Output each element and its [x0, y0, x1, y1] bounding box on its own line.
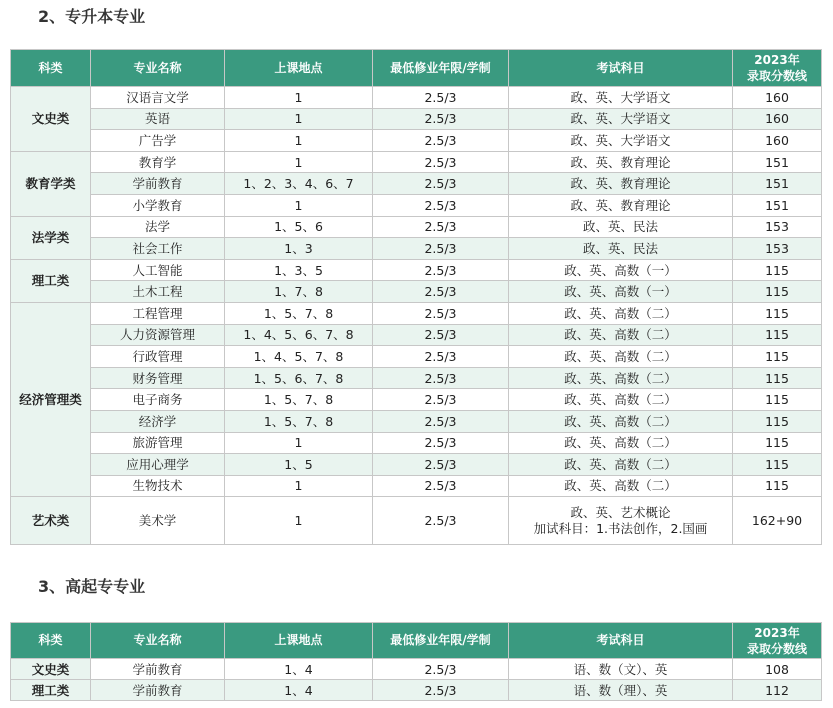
major-cell: 行政管理: [91, 346, 225, 368]
header-location: 上课地点: [225, 623, 373, 659]
years-cell: 2.5/3: [373, 130, 509, 152]
category-cell: 理工类: [11, 259, 91, 302]
table-row: [11, 346, 822, 368]
table-row: [11, 173, 822, 195]
section-title-upgrade: 2、专升本专业: [38, 7, 146, 26]
table-row: [11, 216, 822, 238]
category-cell: 艺术类: [11, 497, 91, 545]
location-cell: 1、5、6: [225, 216, 373, 238]
major-cell: 学前教育: [91, 680, 225, 701]
years-cell: 2.5/3: [373, 259, 509, 281]
years-cell: 2.5/3: [373, 324, 509, 346]
subjects-cell: 政、英、高数（一）: [509, 281, 733, 303]
table-header-row: [11, 623, 822, 659]
years-cell: 2.5/3: [373, 659, 509, 680]
major-cell: 土木工程: [91, 281, 225, 303]
subjects-main: 政、英、艺术概论: [570, 504, 671, 520]
table-body: [11, 659, 822, 701]
major-cell: 英语: [91, 108, 225, 130]
table-row: [11, 432, 822, 454]
years-cell: 2.5/3: [373, 151, 509, 173]
subjects-cell: 政、英、高数（一）: [509, 259, 733, 281]
location-cell: 1、7、8: [225, 281, 373, 303]
location-cell: 1、5、7、8: [225, 410, 373, 432]
years-cell: 2.5/3: [373, 454, 509, 476]
score-cell: 115: [733, 302, 822, 324]
score-cell: 115: [733, 324, 822, 346]
years-cell: 2.5/3: [373, 410, 509, 432]
subjects-cell: 政、英、高数（二）: [509, 346, 733, 368]
table-row: [11, 659, 822, 680]
major-cell: 小学教育: [91, 194, 225, 216]
header-subjects: 考试科目: [509, 623, 733, 659]
table-row: [11, 108, 822, 130]
subjects-extra: 加试科目：1.书法创作，2.国画: [533, 520, 708, 536]
years-cell: 2.5/3: [373, 432, 509, 454]
major-cell: 人力资源管理: [91, 324, 225, 346]
major-cell: 旅游管理: [91, 432, 225, 454]
header-score: 2023年 录取分数线: [733, 623, 822, 659]
location-cell: 1: [225, 432, 373, 454]
location-cell: 1: [225, 194, 373, 216]
table-row: [11, 194, 822, 216]
table-row: [11, 497, 822, 545]
table-row: [11, 302, 822, 324]
location-cell: 1、3、5: [225, 259, 373, 281]
subjects-cell: 政、英、教育理论: [509, 194, 733, 216]
major-cell: 生物技术: [91, 475, 225, 497]
upgrade-majors-table: [10, 49, 822, 545]
location-cell: 1: [225, 130, 373, 152]
subjects-cell: [509, 497, 733, 545]
location-cell: 1: [225, 108, 373, 130]
major-cell: 法学: [91, 216, 225, 238]
score-cell: 115: [733, 410, 822, 432]
subjects-cell: 政、英、高数（二）: [509, 432, 733, 454]
header-score: 2023年 录取分数线: [733, 50, 822, 87]
major-cell: 财务管理: [91, 367, 225, 389]
score-cell: 115: [733, 367, 822, 389]
score-cell: 115: [733, 389, 822, 411]
table-body: [11, 87, 822, 545]
subjects-cell: 政、英、教育理论: [509, 151, 733, 173]
category-cell: 文史类: [11, 659, 91, 680]
years-cell: 2.5/3: [373, 346, 509, 368]
header-category: 科类: [11, 623, 91, 659]
category-cell: 法学类: [11, 216, 91, 259]
score-cell: 112: [733, 680, 822, 701]
years-cell: 2.5/3: [373, 238, 509, 260]
years-cell: 2.5/3: [373, 281, 509, 303]
location-cell: 1、3: [225, 238, 373, 260]
table-row: [11, 87, 822, 109]
subjects-cell: 政、英、民法: [509, 238, 733, 260]
header-category: 科类: [11, 50, 91, 87]
years-cell: 2.5/3: [373, 87, 509, 109]
score-cell: 115: [733, 475, 822, 497]
location-cell: 1: [225, 151, 373, 173]
table-row: [11, 410, 822, 432]
score-cell: 115: [733, 454, 822, 476]
score-cell: 151: [733, 173, 822, 195]
major-cell: 电子商务: [91, 389, 225, 411]
years-cell: 2.5/3: [373, 475, 509, 497]
major-cell: 社会工作: [91, 238, 225, 260]
years-cell: 2.5/3: [373, 302, 509, 324]
location-cell: 1、2、3、4、6、7: [225, 173, 373, 195]
score-cell: 115: [733, 432, 822, 454]
years-cell: 2.5/3: [373, 108, 509, 130]
header-major: 专业名称: [91, 50, 225, 87]
subjects-cell: 政、英、教育理论: [509, 173, 733, 195]
score-cell: 160: [733, 87, 822, 109]
score-cell: 115: [733, 259, 822, 281]
major-cell: 学前教育: [91, 659, 225, 680]
table-row: [11, 389, 822, 411]
table-row: [11, 281, 822, 303]
header-subjects: 考试科目: [509, 50, 733, 87]
table-row: [11, 475, 822, 497]
location-cell: 1、5、7、8: [225, 302, 373, 324]
subjects-cell: 政、英、高数（二）: [509, 454, 733, 476]
location-cell: 1、4: [225, 680, 373, 701]
subjects-cell: 语、数（文）、英: [509, 659, 733, 680]
category-cell: 文史类: [11, 87, 91, 152]
section-title-highschool: 3、高起专专业: [38, 577, 146, 596]
subjects-cell: 语、数（理）、英: [509, 680, 733, 701]
location-cell: 1、4、5、7、8: [225, 346, 373, 368]
location-cell: 1: [225, 475, 373, 497]
score-cell: 153: [733, 238, 822, 260]
years-cell: 2.5/3: [373, 173, 509, 195]
subjects-cell: 政、英、高数（二）: [509, 389, 733, 411]
subjects-cell: 政、英、大学语文: [509, 130, 733, 152]
major-cell: 经济学: [91, 410, 225, 432]
years-cell: 2.5/3: [373, 367, 509, 389]
score-cell: 151: [733, 194, 822, 216]
major-cell: 教育学: [91, 151, 225, 173]
table-row: [11, 259, 822, 281]
subjects-cell: 政、英、大学语文: [509, 87, 733, 109]
subjects-cell: 政、英、高数（二）: [509, 410, 733, 432]
table-row: [11, 680, 822, 701]
years-cell: 2.5/3: [373, 389, 509, 411]
major-cell: 广告学: [91, 130, 225, 152]
score-cell: 108: [733, 659, 822, 680]
table-row: [11, 130, 822, 152]
score-cell: 115: [733, 281, 822, 303]
major-cell: 汉语言文学: [91, 87, 225, 109]
category-cell: 理工类: [11, 680, 91, 701]
subjects-cell: 政、英、高数（二）: [509, 302, 733, 324]
score-cell: 162+90: [733, 497, 822, 545]
subjects-cell: 政、英、高数（二）: [509, 367, 733, 389]
table-row: [11, 454, 822, 476]
header-major: 专业名称: [91, 623, 225, 659]
location-cell: 1、5、6、7、8: [225, 367, 373, 389]
years-cell: 2.5/3: [373, 680, 509, 701]
location-cell: 1、4、5、6、7、8: [225, 324, 373, 346]
subjects-cell: 政、英、大学语文: [509, 108, 733, 130]
major-cell: 人工智能: [91, 259, 225, 281]
category-cell: 教育学类: [11, 151, 91, 216]
score-cell: 115: [733, 346, 822, 368]
location-cell: 1、4: [225, 659, 373, 680]
score-cell: 151: [733, 151, 822, 173]
score-cell: 160: [733, 130, 822, 152]
table-row: [11, 151, 822, 173]
table-row: [11, 367, 822, 389]
table-header-row: [11, 50, 822, 87]
table-row: [11, 324, 822, 346]
header-years: 最低修业年限/学制: [373, 50, 509, 87]
table-row: [11, 238, 822, 260]
subjects-cell: 政、英、高数（二）: [509, 475, 733, 497]
location-cell: 1: [225, 87, 373, 109]
years-cell: 2.5/3: [373, 216, 509, 238]
major-cell: 美术学: [91, 497, 225, 545]
subjects-cell: 政、英、高数（二）: [509, 324, 733, 346]
subjects-cell: 政、英、民法: [509, 216, 733, 238]
header-years: 最低修业年限/学制: [373, 623, 509, 659]
major-cell: 工程管理: [91, 302, 225, 324]
header-location: 上课地点: [225, 50, 373, 87]
highschool-majors-table: [10, 622, 822, 701]
category-cell: 经济管理类: [11, 302, 91, 496]
years-cell: 2.5/3: [373, 497, 509, 545]
major-cell: 应用心理学: [91, 454, 225, 476]
location-cell: 1、5: [225, 454, 373, 476]
major-cell: 学前教育: [91, 173, 225, 195]
years-cell: 2.5/3: [373, 194, 509, 216]
score-cell: 160: [733, 108, 822, 130]
score-cell: 153: [733, 216, 822, 238]
location-cell: 1: [225, 497, 373, 545]
location-cell: 1、5、7、8: [225, 389, 373, 411]
